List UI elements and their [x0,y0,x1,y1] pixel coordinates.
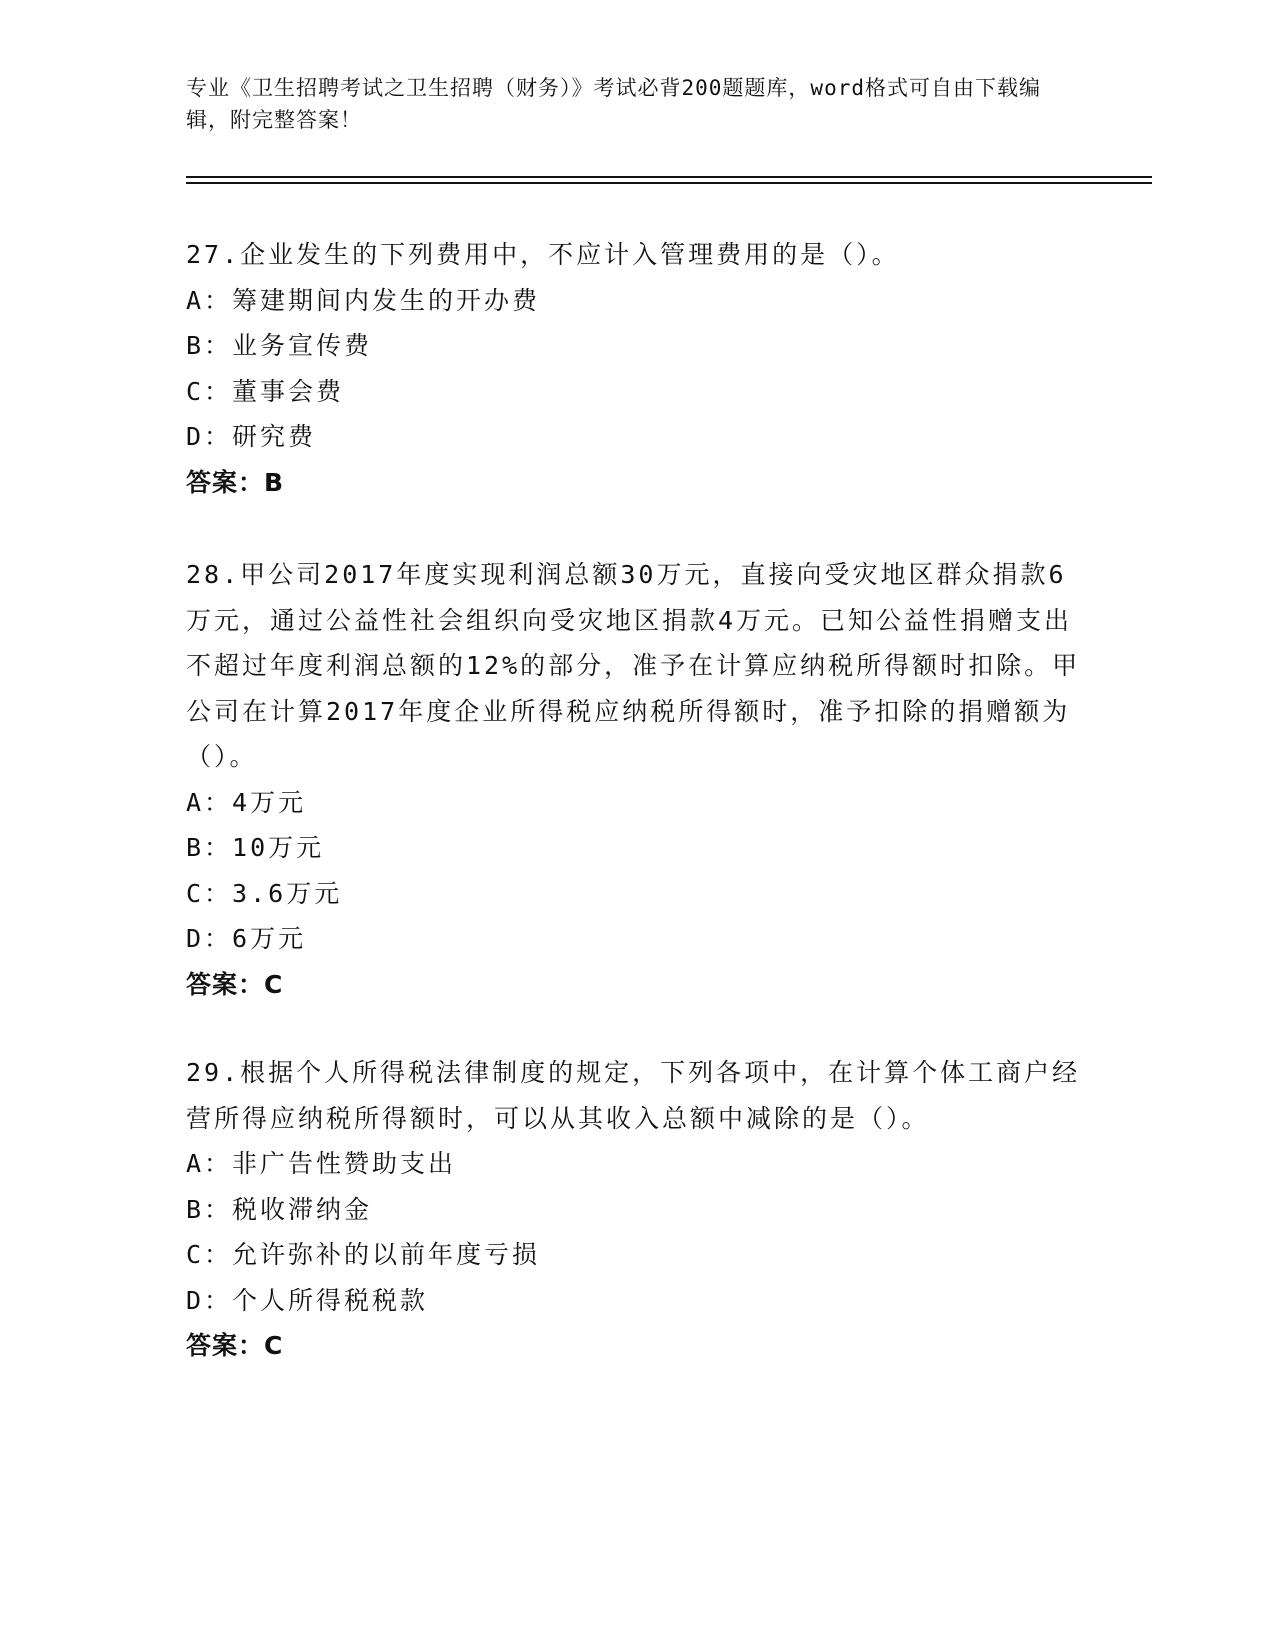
question-29 [186,1050,1086,1369]
option-d: D：研究费 [186,422,317,451]
option-a: A：4万元 [186,787,307,817]
question-stem: 28.甲公司2017年度实现利润总额30万元，直接向受灾地区群众捐款6万元，通过公益性社会组织向受灾地区捐款4万元。已知公益性捐赠支出不超过年度利润总额的12%的部分，准予在计算应纳税所得额时扣除。甲公司在计算2017年度企业所得税应纳税所得额时，准予扣除的捐赠额为（）。 [186,560,1081,771]
header-divider-bottom [186,182,1152,184]
option-a: A：筹建期间内发生的开办费 [186,285,541,315]
answer-line: 答案：B [186,467,285,497]
question-28 [186,552,1086,1007]
option-d: D：个人所得税税款 [186,1285,429,1315]
header-divider-top [186,176,1152,178]
option-b: B：税收滞纳金 [186,1194,373,1224]
header-text: 专业《卫生招聘考试之卫生招聘（财务）》考试必背200题题库，word格式可自由下载编辑，附完整答案！ [186,76,1041,132]
option-d: D：6万元 [186,924,307,953]
document-header [186,72,1066,136]
question-27 [186,232,1086,505]
answer-line: 答案：C [186,969,284,999]
option-c: C：允许弥补的以前年度亏损 [186,1240,541,1269]
question-stem: 29.根据个人所得税法律制度的规定，下列各项中，在计算个体工商户经营所得应纳税所得额时，可以从其收入总额中减除的是（）。 [186,1058,1081,1133]
option-b: B：业务宣传费 [186,331,373,360]
question-stem: 27.企业发生的下列费用中，不应计入管理费用的是（）。 [186,240,900,269]
answer-line: 答案：C [186,1331,284,1360]
option-c: C：3.6万元 [186,878,343,908]
option-c: C：董事会费 [186,376,345,406]
option-a: A：非广告性赞助支出 [186,1149,457,1178]
option-b: B：10万元 [186,833,325,862]
